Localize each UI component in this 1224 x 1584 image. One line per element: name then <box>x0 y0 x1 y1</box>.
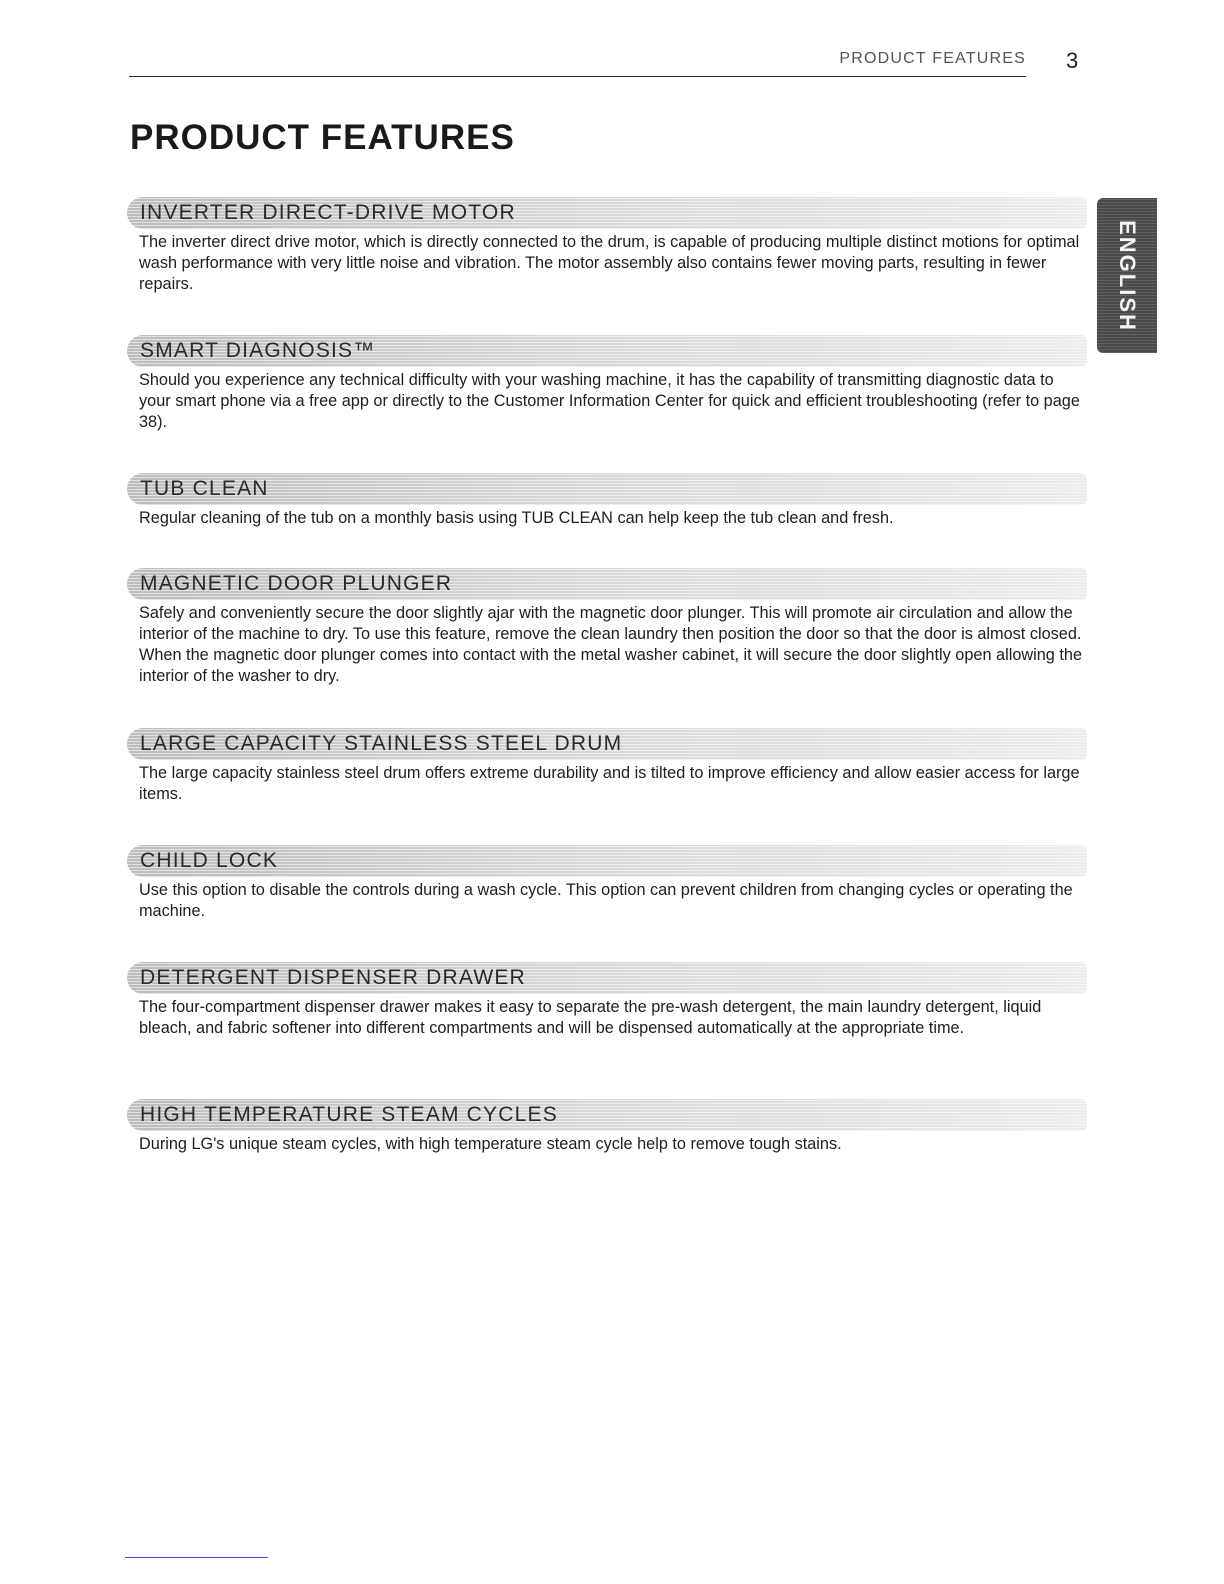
feature-title: DETERGENT DISPENSER DRAWER <box>140 966 526 989</box>
feature-title: CHILD LOCK <box>140 849 279 872</box>
feature-smart-diagnosis <box>127 335 1087 433</box>
feature-description: The inverter direct drive motor, which is directly connected to the drum, is capable of producing multiple distinct motions for optimal wash performance with very little noise and vibration. The motor assembly also contains fewer moving parts, resulting in fewer repairs. <box>139 233 1080 293</box>
feature-description: Safely and conveniently secure the door slightly ajar with the magnetic door plunger. This will promote air circulation and allow the interior of the machine to dry. To use this feature, remove the clean laundry then position the door so that the door is almost closed. When the magnetic door plunger comes into contact with the metal washer cabinet, it will secure the door slightly open allowing the interior of the washer to dry. <box>139 604 1083 685</box>
feature-child-lock <box>127 845 1087 922</box>
feature-tub-clean <box>127 473 1087 529</box>
feature-detergent-drawer <box>127 962 1087 1039</box>
feature-title: SMART DIAGNOSIS™ <box>140 339 376 362</box>
language-tab <box>1097 198 1157 353</box>
feature-description: The large capacity stainless steel drum offers extreme durability and is tilted to improve efficiency and allow easier access for large items. <box>139 764 1080 803</box>
feature-heading-bar <box>127 197 1087 229</box>
feature-title: HIGH TEMPERATURE STEAM CYCLES <box>140 1103 558 1126</box>
feature-stainless-drum <box>127 728 1087 805</box>
feature-description: Should you experience any technical difficulty with your washing machine, it has the capability of transmitting diagnostic data to your smart phone via a free app or directly to the Customer Information Center for quick and efficient troubleshooting (refer to page 38). <box>139 371 1080 431</box>
feature-description: During LG's unique steam cycles, with high temperature steam cycle help to remove tough stains. <box>139 1135 842 1153</box>
feature-inverter-motor <box>127 197 1087 295</box>
running-header-section: PRODUCT FEATURES <box>839 50 1026 67</box>
feature-title: INVERTER DIRECT-DRIVE MOTOR <box>140 201 516 224</box>
feature-heading-bar <box>127 1099 1087 1131</box>
feature-description: Use this option to disable the controls during a wash cycle. This option can prevent children from changing cycles or operating the machine. <box>139 881 1073 920</box>
feature-description: The four-compartment dispenser drawer makes it easy to separate the pre-wash detergent, the main laundry detergent, liquid bleach, and fabric softener into different compartments and will be dispensed automatically at the appropriate time. <box>139 998 1042 1037</box>
feature-heading-bar <box>127 335 1087 367</box>
page-title: PRODUCT FEATURES <box>130 118 515 157</box>
feature-steam-cycles <box>127 1099 1087 1155</box>
running-header <box>129 50 1026 77</box>
feature-heading-bar <box>127 728 1087 760</box>
feature-title: MAGNETIC DOOR PLUNGER <box>140 572 453 595</box>
feature-heading-bar <box>127 473 1087 505</box>
feature-title: TUB CLEAN <box>140 477 269 500</box>
footer-rule <box>125 1557 268 1558</box>
feature-heading-bar <box>127 568 1087 600</box>
page-number: 3 <box>1066 48 1079 73</box>
feature-heading-bar <box>127 845 1087 877</box>
language-tab-label: ENGLISH <box>1115 219 1140 332</box>
feature-magnetic-door-plunger <box>127 568 1087 687</box>
feature-description: Regular cleaning of the tub on a monthly basis using TUB CLEAN can help keep the tub clean and fresh. <box>139 509 894 527</box>
feature-heading-bar <box>127 962 1087 994</box>
feature-title: LARGE CAPACITY STAINLESS STEEL DRUM <box>140 732 623 755</box>
